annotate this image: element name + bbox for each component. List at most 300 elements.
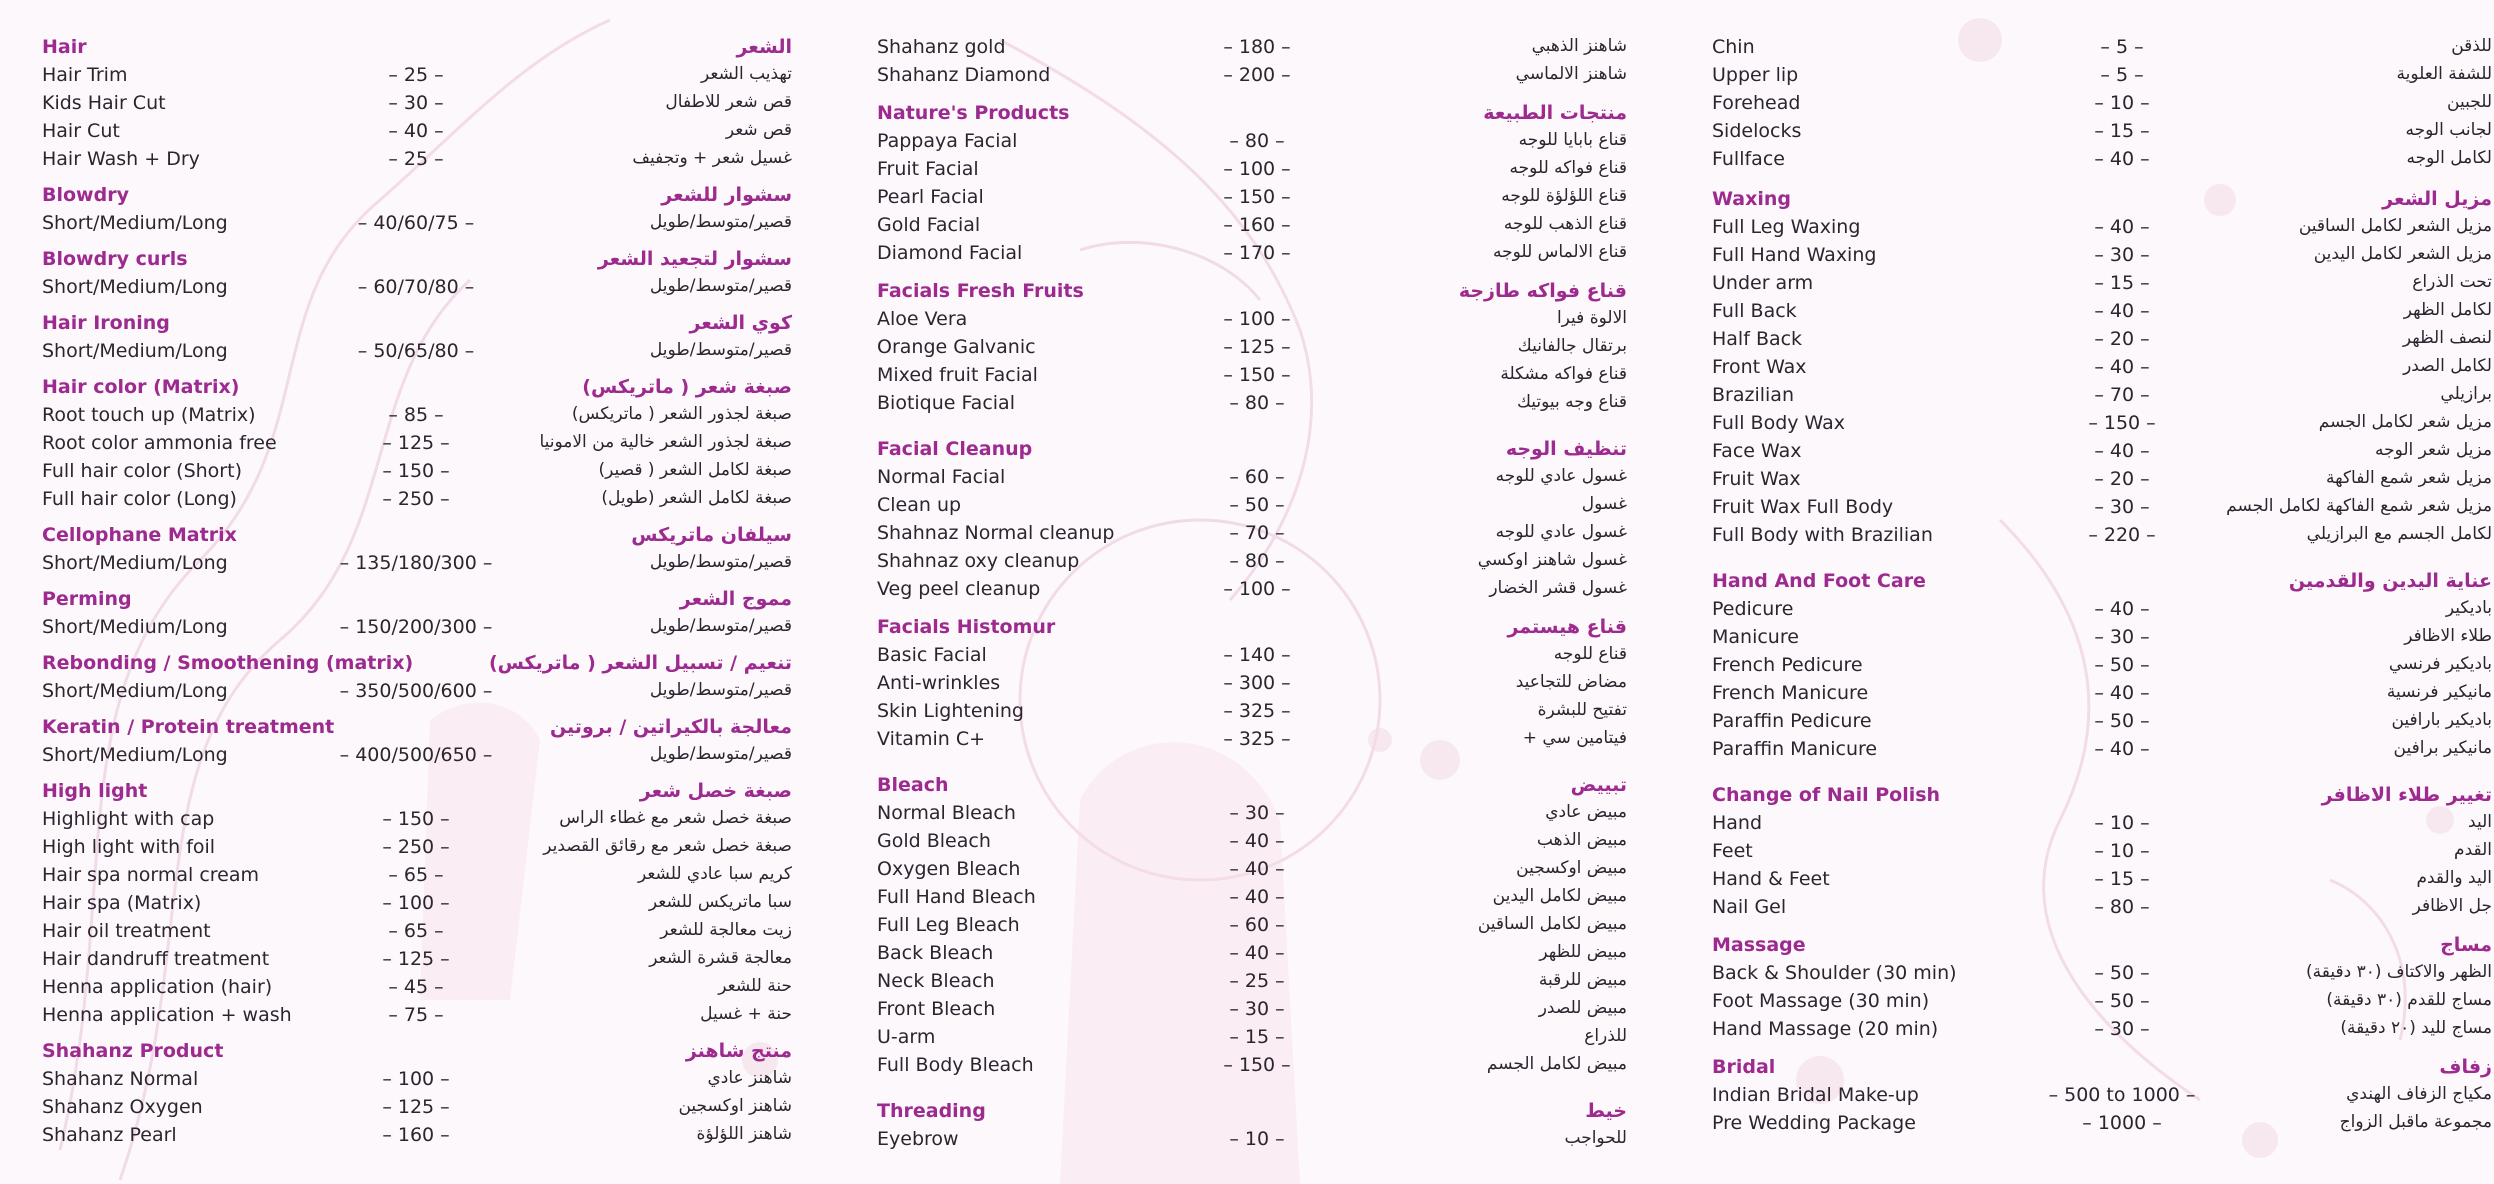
service-name-arabic: مبيض الذهب	[1536, 830, 1627, 850]
service-name: Paraffin Pedicure	[1712, 710, 1872, 732]
service-name-arabic: مزيل الشعر لكامل اليدين	[2313, 244, 2492, 264]
service-row	[42, 1124, 792, 1152]
menu-section	[42, 780, 792, 1032]
service-name: Manicure	[1712, 626, 1799, 648]
service-row	[1712, 148, 2492, 176]
section-title-arabic: تغيير طلاء الاظافر	[2321, 784, 2492, 806]
section-header	[42, 36, 792, 64]
service-name: Henna application + wash	[42, 1004, 292, 1026]
service-row	[877, 64, 1627, 92]
service-name-arabic: للذراع	[1584, 1026, 1627, 1046]
service-price: – 20 –	[2094, 328, 2150, 350]
service-price: – 150 –	[2088, 412, 2156, 434]
service-row	[877, 802, 1627, 830]
service-name: Full Body with Brazilian	[1712, 524, 1933, 546]
menu-section	[1712, 188, 2492, 552]
menu-section	[42, 1040, 792, 1152]
section-title: Keratin / Protein treatment	[42, 716, 335, 738]
service-row	[42, 680, 792, 708]
service-name: Feet	[1712, 840, 1753, 862]
service-row	[42, 836, 792, 864]
section-header	[42, 1040, 792, 1068]
service-name: Short/Medium/Long	[42, 276, 228, 298]
service-name: Kids Hair Cut	[42, 92, 166, 114]
service-name-arabic: باديكير فرنسي	[2388, 654, 2492, 674]
menu-section	[42, 248, 792, 304]
service-price: – 40 –	[2094, 300, 2150, 322]
service-name-arabic: مبيض لكامل اليدين	[1492, 886, 1627, 906]
service-row	[877, 998, 1627, 1026]
service-price: – 125 –	[382, 948, 450, 970]
service-price: – 40 –	[2094, 356, 2150, 378]
service-name: Highlight with cap	[42, 808, 215, 830]
service-price: – 30 –	[2094, 626, 2150, 648]
service-row	[877, 578, 1627, 606]
service-price: – 40 –	[1229, 858, 1285, 880]
service-name: Front Wax	[1712, 356, 1807, 378]
service-price: – 150/200/300 –	[339, 616, 493, 638]
service-name: Full Back	[1712, 300, 1797, 322]
service-name: Forehead	[1712, 92, 1801, 114]
service-price: – 40/60/75 –	[357, 212, 475, 234]
service-price: – 170 –	[1223, 242, 1291, 264]
service-name: Mixed fruit Facial	[877, 364, 1038, 386]
section-header	[877, 102, 1627, 130]
service-price: – 50 –	[1229, 494, 1285, 516]
service-name: Shahanz gold	[877, 36, 1006, 58]
section-header	[1712, 570, 2492, 598]
service-name: Full Hand Waxing	[1712, 244, 1877, 266]
service-name: Root touch up (Matrix)	[42, 404, 256, 426]
service-name-arabic: باديكير بارافين	[2391, 710, 2492, 730]
section-title-arabic: تنظيف الوجه	[1505, 438, 1627, 460]
service-name: Foot Massage (30 min)	[1712, 990, 1930, 1012]
service-name: Hair Wash + Dry	[42, 148, 200, 170]
service-price: – 40 –	[2094, 216, 2150, 238]
menu-section	[877, 280, 1627, 420]
service-row	[42, 616, 792, 644]
service-name: Basic Facial	[877, 644, 987, 666]
section-title: Cellophane Matrix	[42, 524, 237, 546]
service-name-arabic: شاهنز عادي	[707, 1068, 792, 1088]
service-price: – 50 –	[2094, 962, 2150, 984]
service-name-arabic: شاهنز اللؤلؤة	[696, 1124, 792, 1144]
service-row	[877, 36, 1627, 64]
section-title-arabic: زفاف	[2439, 1056, 2492, 1078]
service-name: Short/Medium/Long	[42, 212, 228, 234]
service-row	[1712, 868, 2492, 896]
service-name: U-arm	[877, 1026, 936, 1048]
service-name-arabic: قصير/متوسط/طويل	[649, 744, 792, 764]
service-row	[877, 644, 1627, 672]
service-row	[877, 942, 1627, 970]
service-name: Back & Shoulder (30 min)	[1712, 962, 1957, 984]
section-title-arabic: عناية اليدين والقدمين	[2288, 570, 2492, 592]
service-name-arabic: مبيض اوكسجين	[1516, 858, 1627, 878]
service-price: – 10 –	[2094, 812, 2150, 834]
service-name-arabic: مبيض لكامل الساقين	[1477, 914, 1627, 934]
service-row	[42, 404, 792, 432]
service-name-arabic: لكامل الوجه	[2406, 148, 2492, 168]
section-header	[877, 1100, 1627, 1128]
menu-section	[1712, 784, 2492, 924]
service-name-arabic: للشفة العلوية	[2396, 64, 2492, 84]
service-name: Pearl Facial	[877, 186, 984, 208]
service-name: Shahanz Pearl	[42, 1124, 177, 1146]
service-price: – 30 –	[2094, 244, 2150, 266]
service-row	[1712, 840, 2492, 868]
service-name-arabic: مزيل شعر لكامل الجسم	[2318, 412, 2492, 432]
service-name-arabic: تهذيب الشعر	[701, 64, 792, 84]
service-row	[1712, 64, 2492, 92]
service-row	[1712, 468, 2492, 496]
service-price: – 30 –	[388, 92, 444, 114]
service-name-arabic: قناع للوجه	[1553, 644, 1627, 664]
section-title: Change of Nail Polish	[1712, 784, 1941, 806]
service-name-arabic: قناع الالماس للوجه	[1493, 242, 1627, 262]
section-title: Hair color (Matrix)	[42, 376, 240, 398]
service-row	[1712, 36, 2492, 64]
section-title-arabic: الشعر	[736, 36, 792, 58]
service-name-arabic: تفتيح للبشرة	[1537, 700, 1627, 720]
service-name-arabic: قصير/متوسط/طويل	[649, 212, 792, 232]
service-row	[1712, 682, 2492, 710]
service-row	[42, 276, 792, 304]
service-row	[877, 1128, 1627, 1156]
service-name-arabic: اليد والقدم	[2416, 868, 2492, 888]
service-name: Brazilian	[1712, 384, 1794, 406]
menu-section	[1712, 1056, 2492, 1140]
service-row	[877, 1026, 1627, 1054]
service-price: – 125 –	[382, 432, 450, 454]
section-header	[877, 616, 1627, 644]
service-name: Nail Gel	[1712, 896, 1787, 918]
section-title: Threading	[877, 1100, 986, 1122]
menu-section	[42, 376, 792, 516]
section-title-arabic: سيلفان ماتريكس	[631, 524, 792, 546]
section-title: Shahanz Product	[42, 1040, 224, 1062]
service-row	[1712, 216, 2492, 244]
service-name-arabic: الظهر والاكتاف (٣٠ دقيقة)	[2305, 962, 2492, 982]
service-price: – 40 –	[2094, 682, 2150, 704]
service-name-arabic: فيتامين سي +	[1522, 728, 1627, 748]
service-row	[1712, 300, 2492, 328]
service-row	[1712, 710, 2492, 738]
service-row	[877, 550, 1627, 578]
service-name-arabic: قصير/متوسط/طويل	[649, 276, 792, 296]
service-name: Full hair color (Short)	[42, 460, 242, 482]
section-title: Hair Ironing	[42, 312, 170, 334]
service-name: Shahnaz oxy cleanup	[877, 550, 1080, 572]
service-row	[1712, 496, 2492, 524]
section-title: Massage	[1712, 934, 1806, 956]
service-name: Anti-wrinkles	[877, 672, 1001, 694]
service-name-arabic: قناع الذهب للوجه	[1503, 214, 1627, 234]
service-name-arabic: لكامل الصدر	[2403, 356, 2492, 376]
section-header	[42, 780, 792, 808]
service-row	[877, 494, 1627, 522]
section-title: Facials Fresh Fruits	[877, 280, 1084, 302]
service-price: – 350/500/600 –	[339, 680, 493, 702]
service-name: Full Hand Bleach	[877, 886, 1036, 908]
service-price: – 125 –	[1223, 336, 1291, 358]
service-row	[1712, 1112, 2492, 1140]
service-row	[42, 552, 792, 580]
service-row	[42, 948, 792, 976]
service-price: – 80 –	[1229, 130, 1285, 152]
service-price: – 100 –	[1223, 158, 1291, 180]
service-row	[42, 120, 792, 148]
service-name-arabic: زيت معالجة للشعر	[660, 920, 792, 940]
service-name: Chin	[1712, 36, 1755, 58]
service-name: Vitamin C+	[877, 728, 986, 750]
section-title-arabic: تبييض	[1570, 774, 1627, 796]
section-title: Bridal	[1712, 1056, 1776, 1078]
service-name: Pappaya Facial	[877, 130, 1018, 152]
service-name-arabic: غسول قشر الخضار	[1489, 578, 1627, 598]
service-name: Gold Facial	[877, 214, 981, 236]
section-title: High light	[42, 780, 148, 802]
service-row	[42, 976, 792, 1004]
service-name-arabic: برازيلي	[2440, 384, 2492, 404]
service-name: French Manicure	[1712, 682, 1869, 704]
service-name: Indian Bridal Make-up	[1712, 1084, 1919, 1106]
service-name: Sidelocks	[1712, 120, 1802, 142]
service-name-arabic: برتقال جالفانيك	[1517, 336, 1627, 356]
service-name: Under arm	[1712, 272, 1814, 294]
service-price: – 220 –	[2088, 524, 2156, 546]
service-name-arabic: غسول عادي للوجه	[1495, 466, 1627, 486]
service-name-arabic: مساج لليد (٢٠ دقيقة)	[2340, 1018, 2492, 1038]
section-title: Hair	[42, 36, 87, 58]
service-price: – 160 –	[1223, 214, 1291, 236]
service-name: Upper lip	[1712, 64, 1799, 86]
service-row	[877, 830, 1627, 858]
service-name-arabic: صبغة خصل شعر مع غطاء الراس	[559, 808, 792, 828]
service-row	[877, 364, 1627, 392]
service-row	[42, 92, 792, 120]
service-price: – 150 –	[382, 808, 450, 830]
service-name: Hand Massage (20 min)	[1712, 1018, 1939, 1040]
service-row	[1712, 524, 2492, 552]
service-price: – 150 –	[1223, 364, 1291, 386]
menu-section	[877, 438, 1627, 606]
service-name: Front Bleach	[877, 998, 996, 1020]
section-title-arabic: منتج شاهنز	[685, 1040, 792, 1062]
service-name-arabic: قصير/متوسط/طويل	[649, 680, 792, 700]
service-price: – 180 –	[1223, 36, 1291, 58]
service-price: – 100 –	[1223, 578, 1291, 600]
section-title: Blowdry curls	[42, 248, 188, 270]
service-name-arabic: لنصف الظهر	[2402, 328, 2492, 348]
service-price: – 400/500/650 –	[339, 744, 493, 766]
service-row	[877, 158, 1627, 186]
service-row	[42, 340, 792, 368]
service-name-arabic: مانيكير فرنسية	[2386, 682, 2492, 702]
section-header	[1712, 188, 2492, 216]
service-name-arabic: مانيكير برافين	[2393, 738, 2492, 758]
service-price: – 160 –	[382, 1124, 450, 1146]
service-name: Orange Galvanic	[877, 336, 1036, 358]
service-price: – 150 –	[382, 460, 450, 482]
service-row	[877, 392, 1627, 420]
service-price: – 325 –	[1223, 700, 1291, 722]
service-row	[1712, 412, 2492, 440]
service-name: Normal Facial	[877, 466, 1006, 488]
service-name-arabic: للجبين	[2447, 92, 2492, 112]
service-price: – 45 –	[388, 976, 444, 998]
service-row	[877, 672, 1627, 700]
service-price: – 100 –	[382, 892, 450, 914]
service-name: Hair Trim	[42, 64, 128, 86]
service-price: – 70 –	[2094, 384, 2150, 406]
service-row	[877, 1054, 1627, 1082]
section-header	[42, 376, 792, 404]
service-name-arabic: قصير/متوسط/طويل	[649, 340, 792, 360]
service-name: Diamond Facial	[877, 242, 1023, 264]
service-price: – 25 –	[388, 148, 444, 170]
service-name: Fruit Wax	[1712, 468, 1801, 490]
service-name: Eyebrow	[877, 1128, 959, 1150]
service-price: – 80 –	[1229, 392, 1285, 414]
service-name-arabic: القدم	[2454, 840, 2492, 860]
service-row	[1712, 1018, 2492, 1046]
service-price: – 15 –	[2094, 868, 2150, 890]
service-name-arabic: الالوة فيرا	[1556, 308, 1627, 328]
service-price: – 65 –	[388, 864, 444, 886]
service-name-arabic: شاهنز الذهبي	[1531, 36, 1627, 56]
service-price: – 15 –	[2094, 272, 2150, 294]
service-name-arabic: مضاض للتجاعيد	[1515, 672, 1627, 692]
service-name: Henna application (hair)	[42, 976, 273, 998]
service-name-arabic: صبغة لجذور الشعر ( ماتريكس)	[571, 404, 792, 424]
section-title: Bleach	[877, 774, 949, 796]
service-name-arabic: جل الاظافر	[2412, 896, 2492, 916]
section-header	[42, 184, 792, 212]
section-title-arabic: مساج	[2440, 934, 2492, 956]
section-title: Hand And Foot Care	[1712, 570, 1926, 592]
service-price: – 75 –	[388, 1004, 444, 1026]
service-price: – 30 –	[2094, 1018, 2150, 1040]
service-name: Hair Cut	[42, 120, 120, 142]
service-price: – 65 –	[388, 920, 444, 942]
section-title: Blowdry	[42, 184, 129, 206]
service-price: – 135/180/300 –	[339, 552, 493, 574]
service-row	[42, 744, 792, 772]
service-name: Clean up	[877, 494, 962, 516]
service-name: Full Body Bleach	[877, 1054, 1034, 1076]
service-name-arabic: قص شعر للاطفال	[665, 92, 792, 112]
price-column-2	[877, 36, 1627, 1156]
service-row	[42, 1004, 792, 1032]
service-name: Shahanz Oxygen	[42, 1096, 203, 1118]
service-name-arabic: كريم سبا عادي للشعر	[637, 864, 792, 884]
service-name-arabic: شاهنز اوكسجين	[678, 1096, 792, 1116]
service-name-arabic: لكامل الظهر	[2403, 300, 2492, 320]
section-header	[42, 312, 792, 340]
service-row	[1712, 440, 2492, 468]
service-price: – 300 –	[1223, 672, 1291, 694]
section-title-arabic: قناع هيستمر	[1507, 616, 1627, 638]
menu-section	[42, 184, 792, 240]
service-row	[1712, 896, 2492, 924]
service-name-arabic: قناع بابايا للوجه	[1518, 130, 1627, 150]
service-price: – 40 –	[2094, 148, 2150, 170]
section-title-arabic: معالجة بالكيراتين / بروتين	[549, 716, 792, 738]
section-header	[1712, 1056, 2492, 1084]
section-header	[42, 248, 792, 276]
service-name: Root color ammonia free	[42, 432, 277, 454]
price-column-3	[1712, 36, 2492, 1140]
service-name: Hair spa normal cream	[42, 864, 259, 886]
service-row	[877, 308, 1627, 336]
service-price: – 125 –	[382, 1096, 450, 1118]
service-price: – 325 –	[1223, 728, 1291, 750]
service-name: French Pedicure	[1712, 654, 1863, 676]
service-name-arabic: صبغة لجذور الشعر خالية من الامونيا	[539, 432, 792, 452]
service-row	[877, 336, 1627, 364]
menu-section	[877, 774, 1627, 1082]
service-price: – 80 –	[1229, 550, 1285, 572]
service-row	[1712, 92, 2492, 120]
service-name-arabic: قناع فواكه للوجه	[1509, 158, 1627, 178]
service-name-arabic: لكامل الجسم مع البرازيلي	[2306, 524, 2492, 544]
service-price: – 100 –	[382, 1068, 450, 1090]
service-name-arabic: مبيض عادي	[1545, 802, 1627, 822]
service-name-arabic: مزيل شعر الوجه	[2374, 440, 2492, 460]
section-title-arabic: كوي الشعر	[689, 312, 792, 334]
service-row	[877, 858, 1627, 886]
service-price: – 1000 –	[2082, 1112, 2162, 1134]
section-header	[42, 716, 792, 744]
section-header	[42, 524, 792, 552]
service-row	[877, 700, 1627, 728]
service-price: – 40 –	[388, 120, 444, 142]
section-title-arabic: سشوار للشعر	[661, 184, 792, 206]
section-header	[877, 774, 1627, 802]
service-price: – 60/70/80 –	[357, 276, 475, 298]
service-name-arabic: قناع اللؤلؤة للوجه	[1501, 186, 1627, 206]
service-row	[877, 886, 1627, 914]
menu-section	[42, 312, 792, 368]
service-name: Short/Medium/Long	[42, 680, 228, 702]
service-name: Shahanz Normal	[42, 1068, 199, 1090]
service-name-arabic: غسول	[1581, 494, 1627, 514]
menu-section	[42, 588, 792, 644]
section-title-arabic: مزيل الشعر	[2382, 188, 2492, 210]
section-title-arabic: قناع فواكه طازجة	[1458, 280, 1627, 302]
service-row	[42, 488, 792, 516]
service-price: – 50 –	[2094, 654, 2150, 676]
service-row	[877, 466, 1627, 494]
service-row	[42, 460, 792, 488]
service-row	[1712, 962, 2492, 990]
service-row	[1712, 244, 2492, 272]
section-header	[877, 438, 1627, 466]
service-name-arabic: مزيل شعر شمع الفاكهة لكامل الجسم	[2226, 496, 2492, 516]
service-price: – 60 –	[1229, 466, 1285, 488]
service-name: Half Back	[1712, 328, 1803, 350]
service-row	[42, 1096, 792, 1124]
service-price: – 10 –	[2094, 92, 2150, 114]
service-name: Oxygen Bleach	[877, 858, 1021, 880]
service-row	[1712, 812, 2492, 840]
service-price: – 100 –	[1223, 308, 1291, 330]
service-name-arabic: قصير/متوسط/طويل	[649, 616, 792, 636]
service-price: – 140 –	[1223, 644, 1291, 666]
service-row	[1712, 598, 2492, 626]
service-name-arabic: لجانب الوجه	[2405, 120, 2492, 140]
